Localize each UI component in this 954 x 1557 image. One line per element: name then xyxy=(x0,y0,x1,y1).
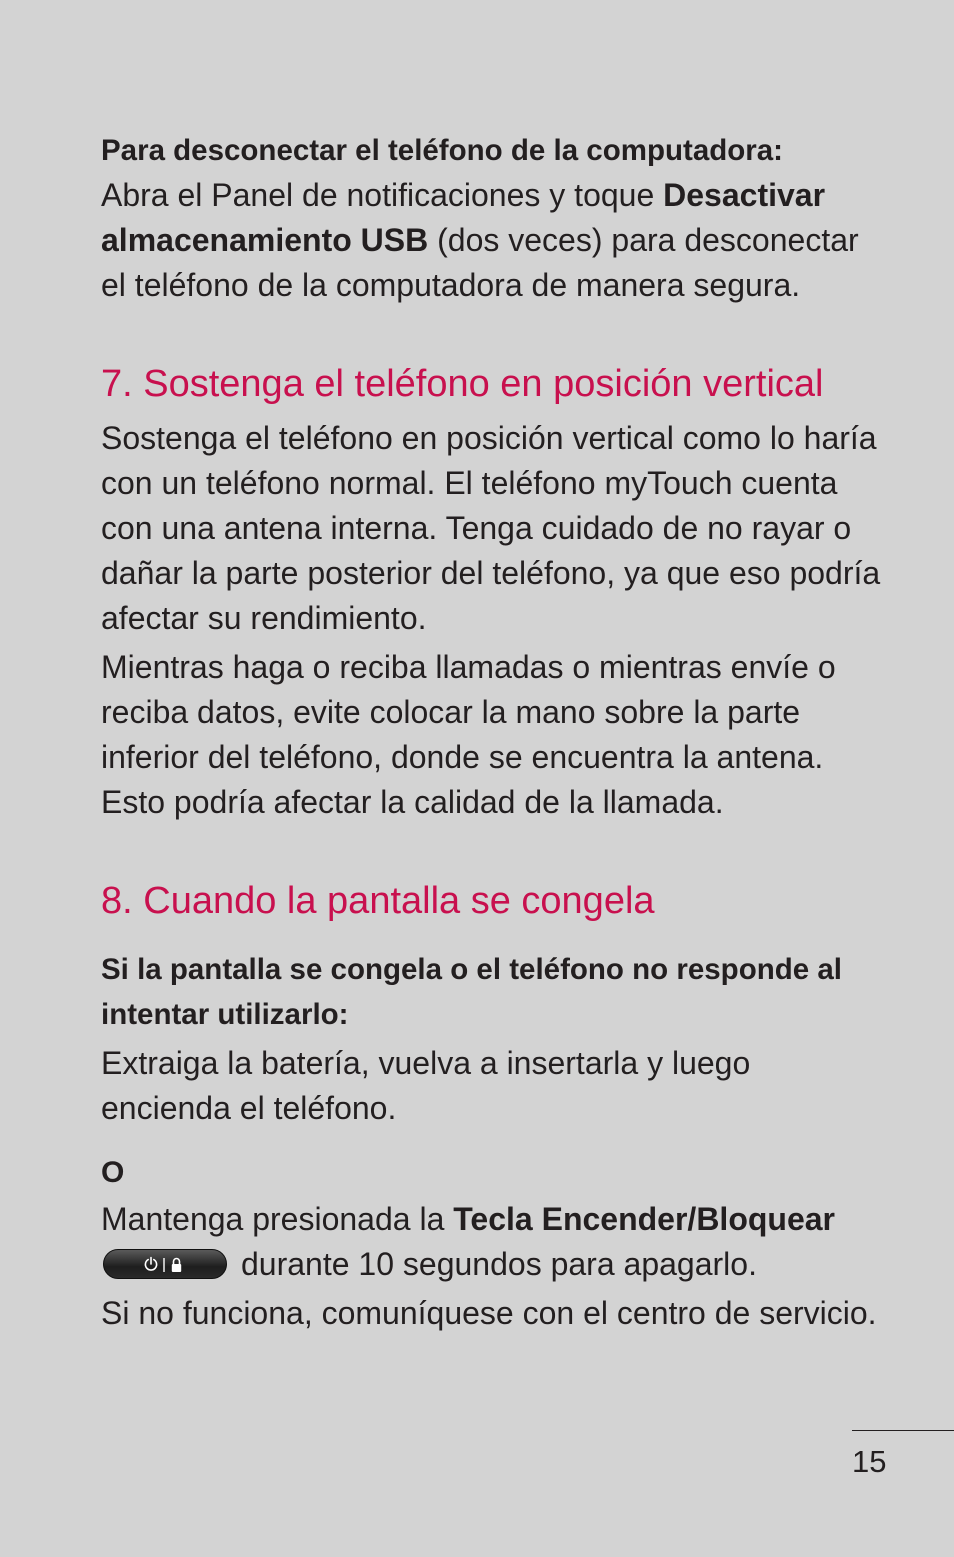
power-lock-key-icon xyxy=(103,1249,227,1279)
hold-text-2: durante 10 segundos para apagarlo. xyxy=(241,1246,757,1282)
disconnect-paragraph xyxy=(101,173,881,308)
hold-key-paragraph xyxy=(101,1197,881,1287)
disconnect-bold: Desactivar almacenamiento USB xyxy=(101,177,826,258)
hold-key-name: Tecla Encender/Bloquear xyxy=(453,1201,835,1237)
disconnect-text-1: Abra el Panel de notificaciones y toque xyxy=(101,177,664,213)
section-8-paragraph-1: Extraiga la batería, vuelva a insertarla y luego encienda el teléfono. xyxy=(101,1045,751,1126)
footer-rule xyxy=(852,1430,954,1431)
section-8-lead: Si la pantalla se congela o el teléfono no responde al intentar utilizarlo: xyxy=(101,953,842,1031)
page-content xyxy=(101,128,881,1336)
power-lock-glyph xyxy=(142,1256,192,1274)
section-7-paragraph-1: Sostenga el teléfono en posición vertical como lo haría con un teléfono normal. El teléfono myTouch cuenta con una antena interna. Tenga cuidado de no rayar o dañar la parte posterior del teléfono, ya que eso podría afectar su rendimiento. xyxy=(101,420,881,636)
section-8-title: 8. Cuando la pantalla se congela xyxy=(101,880,655,922)
section-8-paragraph-last: Si no funciona, comuníquese con el centro de servicio. xyxy=(101,1295,877,1331)
section-7-title: 7. Sostenga el teléfono en posición vertical xyxy=(101,363,824,405)
disconnect-heading: Para desconectar el teléfono de la computadora: xyxy=(101,134,783,167)
section-7-paragraph-2: Mientras haga o reciba llamadas o mientras envíe o reciba datos, evite colocar la mano sobre la parte inferior del teléfono, donde se encuentra la antena. Esto podría afectar la calidad de la llamada. xyxy=(101,649,836,820)
or-separator: O xyxy=(101,1156,125,1189)
hold-text-1: Mantenga presionada la xyxy=(101,1201,454,1237)
page-number: 15 xyxy=(852,1444,887,1479)
disconnect-text-2: (dos veces) para desconectar el teléfono de la computadora de manera segura. xyxy=(101,222,859,303)
